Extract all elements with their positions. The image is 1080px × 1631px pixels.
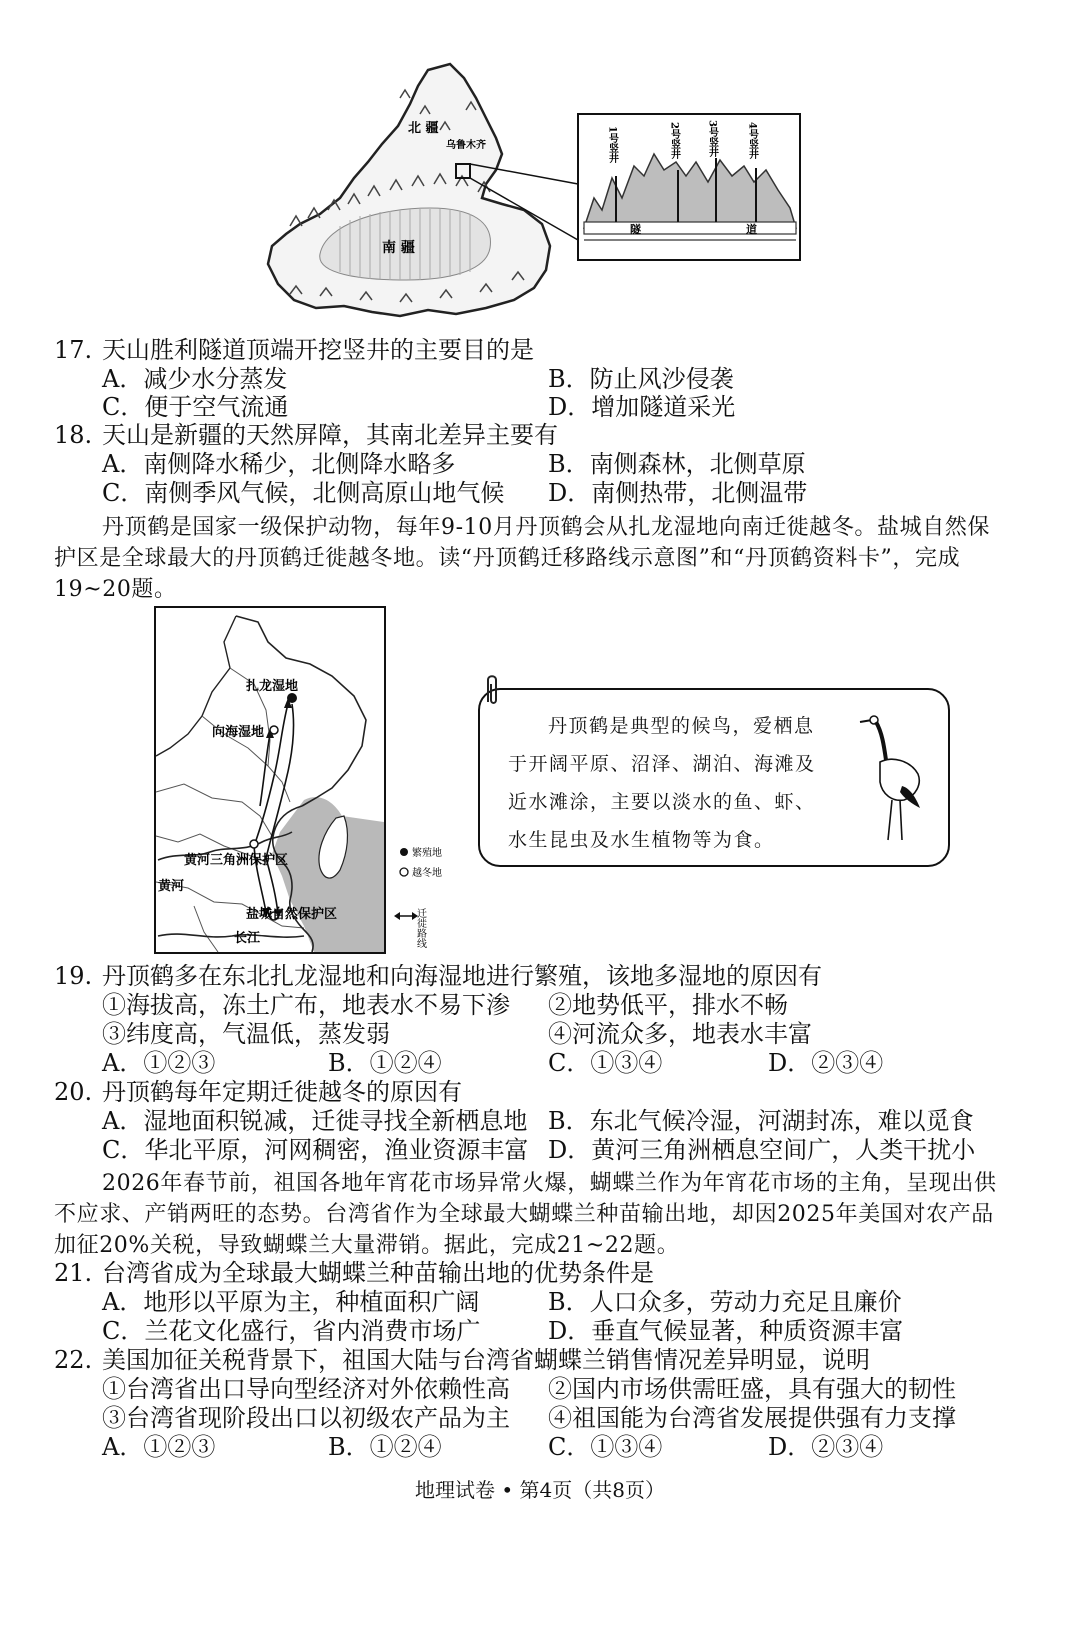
north-xinjiang-label: 北 疆: [408, 121, 439, 136]
yancheng-label: 盐城自然保护区: [246, 907, 338, 922]
q22-option-d: D．②③④: [768, 1433, 884, 1461]
crane-card-line-3: 近水滩涂，主要以淡水的鱼、虾、: [508, 791, 816, 813]
q19-item-1: ①海拔高，冻土广布，地表水不易下渗: [102, 991, 510, 1019]
q18-option-b: B．南侧森林，北侧草原: [548, 450, 806, 478]
yellow-delta-label: 黄河三角洲保护区: [184, 853, 289, 868]
q19-option-a: A．①②③: [102, 1049, 216, 1077]
q21-number: 21.: [54, 1259, 93, 1287]
q19-number: 19.: [54, 962, 93, 990]
q20-option-b: B．东北气候冷湿，河湖封冻，难以觅食: [548, 1107, 974, 1135]
q22-item-3: ③台湾省现阶段出口以初级农产品为主: [102, 1404, 510, 1432]
q17-option-c: C．便于空气流通: [102, 393, 289, 421]
legend-breeding: 繁殖地: [412, 848, 442, 859]
zhalong-dot: [287, 693, 297, 703]
south-xinjiang-label: 南 疆: [382, 240, 415, 256]
q18-option-d: D．南侧热带，北侧温带: [548, 479, 808, 507]
q22-option-b: B．①②④: [328, 1433, 442, 1461]
q17-stem: 天山胜利隧道顶端开挖竖井的主要目的是: [102, 336, 534, 364]
crane-migration-map: [154, 606, 456, 956]
q22-item-1: ①台湾省出口导向型经济对外依赖性高: [102, 1375, 510, 1403]
q21-stem: 台湾省成为全球最大蝴蝶兰种苗输出地的优势条件是: [102, 1259, 654, 1287]
q21-option-a: A．地形以平原为主，种植面积广阔: [102, 1288, 480, 1316]
tunnel-label-right: 道: [746, 223, 757, 236]
yellow-delta-dot: [250, 840, 258, 848]
legend-breeding-dot: [400, 848, 408, 856]
tunnel: [584, 222, 796, 234]
crane-card-line-4: 水生昆虫及水生植物等为食。: [508, 829, 775, 851]
q22-number: 22.: [54, 1346, 93, 1374]
crane-card-text: [508, 707, 838, 859]
q19-option-b: B．①②④: [328, 1049, 442, 1077]
shaft-1-label: 1号竖井: [606, 126, 618, 163]
q21-option-c: C．兰花文化盛行，省内消费市场广: [102, 1317, 481, 1345]
q20-number: 20.: [54, 1078, 93, 1106]
q20-stem: 丹顶鹤每年定期迁徙越冬的原因有: [102, 1078, 462, 1106]
page-footer: 地理试卷 • 第4页（共8页）: [415, 1478, 665, 1502]
yangtze-label: 长江: [234, 931, 261, 946]
q18-stem: 天山是新疆的天然屏障，其南北差异主要有: [102, 421, 558, 449]
red-crowned-crane-icon: [858, 712, 926, 846]
urumqi-label: 乌鲁木齐: [446, 140, 486, 151]
q22-option-c: C．①③④: [548, 1433, 663, 1461]
q18-number: 18.: [54, 421, 93, 449]
legend-route: 迁徙路线: [414, 908, 426, 948]
q18-option-c: C．南侧季风气候，北侧高原山地气候: [102, 479, 505, 507]
crane-passage: 丹顶鹤是国家一级保护动物，每年9-10月丹顶鹤会从扎龙湿地向南迁徙越冬。盐城自然保护区是全球最大的丹顶鹤迁徙越冬地。读“丹顶鹤迁移路线示意图”和“丹顶鹤资料卡”，完成19~20题。: [54, 515, 991, 602]
crane-card-line-2: 于开阔平原、沼泽、湖泊、海滩及: [508, 753, 816, 775]
q19-option-d: D．②③④: [768, 1049, 884, 1077]
q20-option-c: C．华北平原，河网稠密，渔业资源丰富: [102, 1136, 529, 1164]
legend-wintering-dot: [400, 868, 408, 876]
q19-option-c: C．①③④: [548, 1049, 663, 1077]
q22-item-2: ②国内市场供需旺盛，具有强大的韧性: [548, 1375, 956, 1403]
q17-option-b: B．防止风沙侵袭: [548, 365, 734, 393]
shaft-3-label: 3号竖井: [706, 120, 718, 157]
q22-item-4: ④祖国能为台湾省发展提供强有力支撑: [548, 1404, 956, 1432]
q19-item-2: ②地势低平，排水不畅: [548, 991, 788, 1019]
q18-option-a: A．南侧降水稀少，北侧降水略多: [102, 450, 456, 478]
q21-option-b: B．人口众多，劳动力充足且廉价: [548, 1288, 902, 1316]
q19-item-3: ③纬度高，气温低，蒸发弱: [102, 1020, 390, 1048]
q22-stem: 美国加征关税背景下，祖国大陆与台湾省蝴蝶兰销售情况差异明显，说明: [102, 1346, 870, 1374]
q20-option-d: D．黄河三角洲栖息空间广，人类干扰小: [548, 1136, 976, 1164]
q17-option-d: D．增加隧道采光: [548, 393, 736, 421]
q17-number: 17.: [54, 336, 93, 364]
xinjiang-tunnel-figure: [250, 58, 810, 330]
q22-option-a: A．①②③: [102, 1433, 216, 1461]
paperclip-icon: [480, 672, 514, 708]
shaft-4-label: 4号竖井: [746, 122, 758, 159]
legend-wintering: 越冬地: [412, 868, 442, 879]
crane-card-line-1: 丹顶鹤是典型的候鸟，爱栖息: [548, 715, 815, 737]
yellow-river-label: 黄河: [158, 879, 185, 894]
tunnel-label-left: 隧: [630, 223, 641, 236]
q19-stem: 丹顶鹤多在东北扎龙湿地和向海湿地进行繁殖，该地多湿地的原因有: [102, 962, 822, 990]
zhalong-label: 扎龙湿地: [246, 679, 299, 694]
map-legend: [394, 846, 442, 949]
q21-option-d: D．垂直气候显著，种质资源丰富: [548, 1317, 904, 1345]
xianghai-dot: [270, 726, 278, 734]
shaft-2-label: 2号竖井: [668, 122, 680, 159]
q19-item-4: ④河流众多，地表水丰富: [548, 1020, 812, 1048]
q20-option-a: A．湿地面积锐减，迁徙寻找全新栖息地: [102, 1107, 528, 1135]
q17-option-a: A．减少水分蒸发: [102, 365, 288, 393]
orchid-passage: 2026年春节前，祖国各地年宵花市场异常火爆，蝴蝶兰作为年宵花市场的主角，呈现出供不应求、产销两旺的态势。台湾省作为全球最大蝴蝶兰种苗输出地，却因2025年美国对农产品加征20%关税，导致蝴蝶兰大量滞销。据此，完成21~22题。: [54, 1171, 997, 1258]
xianghai-label: 向海湿地: [212, 725, 265, 740]
